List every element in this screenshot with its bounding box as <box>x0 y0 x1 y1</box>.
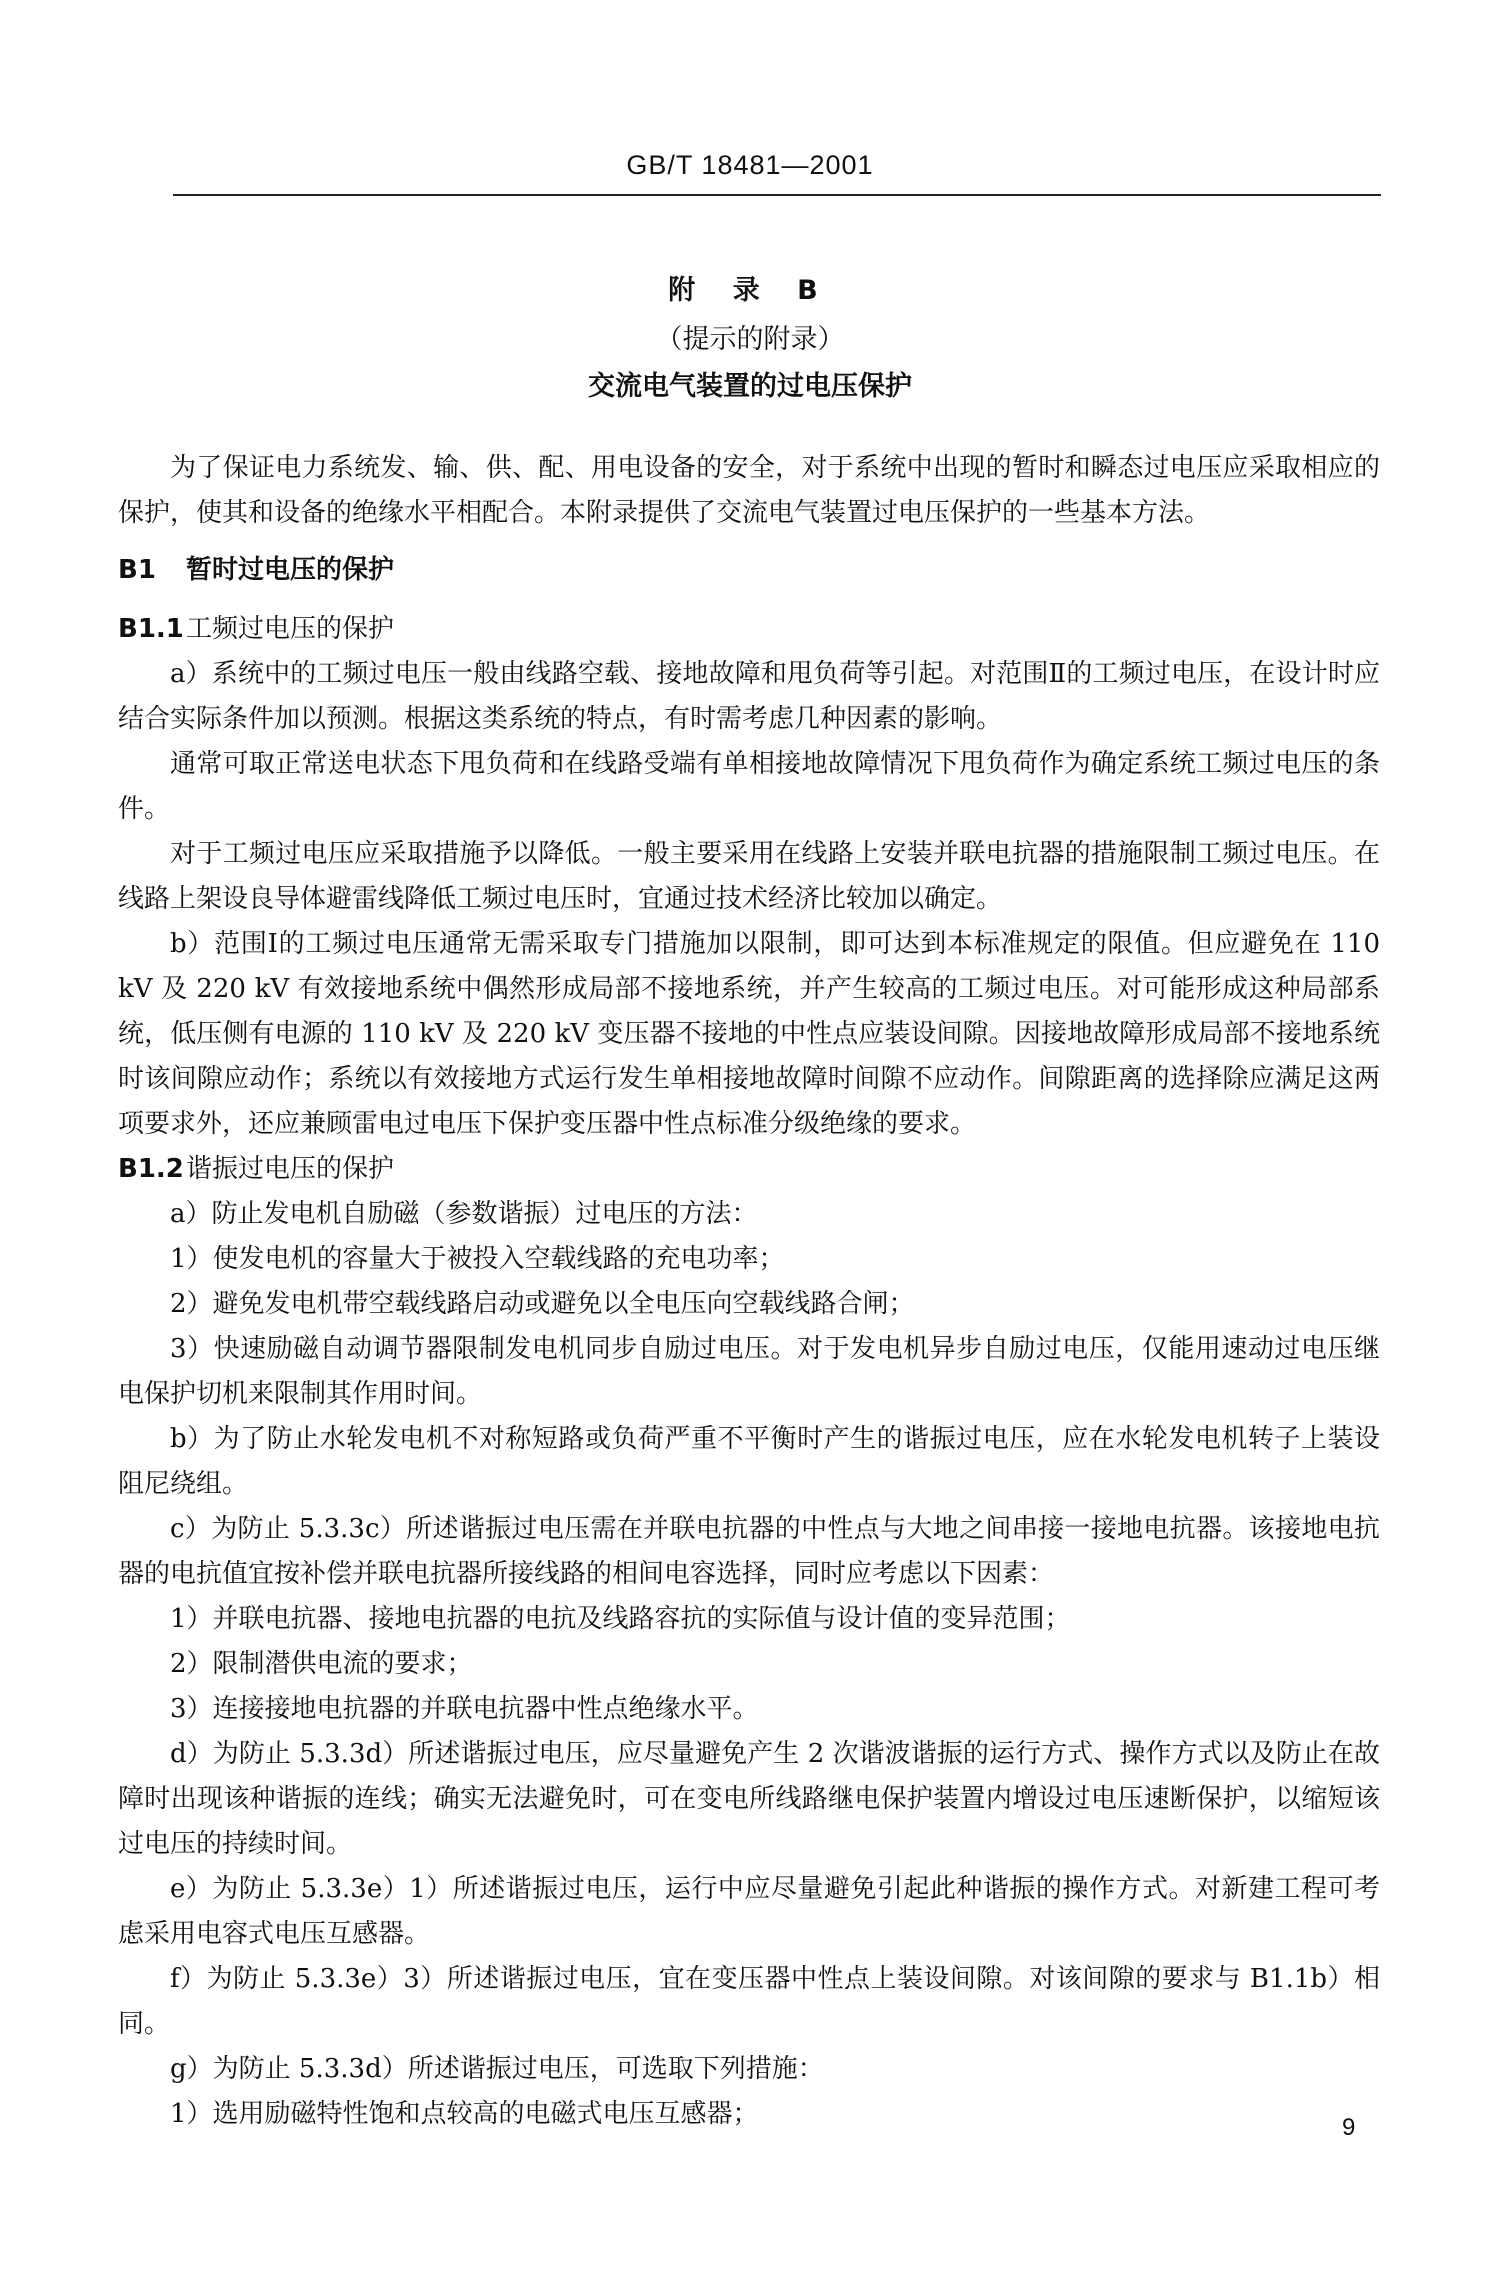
section-number: B1 <box>118 555 156 585</box>
paragraph: 对于工频过电压应采取措施予以降低。一般主要采用在线路上安装并联电抗器的措施限制工频过电压。在线路上架设良导体避雷线降低工频过电压时，宜通过技术经济比较加以确定。 <box>118 839 1380 914</box>
intro-paragraph: 为了保证电力系统发、输、供、配、用电设备的安全，对于系统中出现的暂时和瞬态过电压应采取相应的保护，使其和设备的绝缘水平相配合。本附录提供了交流电气装置过电压保护的一些基本方法。 <box>118 453 1380 528</box>
paragraph: e）为防止 5.3.3e）1）所述谐振过电压，运行中应尽量避免引起此种谐振的操作方式。对新建工程可考虑采用电容式电压互感器。 <box>118 1874 1380 1949</box>
section-b1-heading <box>118 548 1380 593</box>
list-item: 2）避免发电机带空载线路启动或避免以全电压向空载线路合闸； <box>170 1289 915 1319</box>
paragraph: f）为防止 5.3.3e）3）所述谐振过电压，宜在变压器中性点上装设间隙。对该间隙的要求与 B1.1b）相同。 <box>118 1964 1380 2039</box>
paragraph: g）为防止 5.3.3d）所述谐振过电压，可选取下列措施： <box>170 2054 824 2084</box>
appendix-subject: 交流电气装置的过电压保护 <box>588 371 912 402</box>
header-divider <box>173 194 1381 196</box>
list-item: 3）快速励磁自动调节器限制发电机同步自励过电压。对于发电机异步自励过电压，仅能用速动过电压继电保护切机来限制其作用时间。 <box>118 1334 1380 1409</box>
list-item: 3）连接接地电抗器的并联电抗器中性点绝缘水平。 <box>170 1694 759 1724</box>
paragraph: 通常可取正常送电状态下甩负荷和在线路受端有单相接地故障情况下甩负荷作为确定系统工频过电压的条件。 <box>118 749 1380 824</box>
list-item: 1）选用励磁特性饱和点较高的电磁式电压互感器； <box>170 2099 759 2129</box>
paragraph: b）范围Ⅰ的工频过电压通常无需采取专门措施加以限制，即可达到本标准规定的限值。但应避免在 110 kV 及 220 kV 有效接地系统中偶然形成局部不接地系统，并产生较高的工频过电压。对可能形成这种局部系统，低压侧有电源的 110 kV 及 220 kV 变压器不接地的中性点应装设间隙。因接地故障形成局部不接地系统时该间隙应动作；系统以有效接地方式运行发生单相接地故障时间隙不应动作。间隙距离的选择除应满足这两项要求外，还应兼顾雷电过电压下保护变压器中性点标准分级绝缘的要求。 <box>118 929 1380 1139</box>
list-item: 2）限制潜供电流的要求； <box>170 1649 473 1679</box>
appendix-title: 附 录 B <box>668 275 832 306</box>
paragraph: d）为防止 5.3.3d）所述谐振过电压，应尽量避免产生 2 次谐波谐振的运行方式、操作方式以及防止在故障时出现该种谐振的连线；确实无法避免时，可在变电所线路继电保护装置内增设过电压速断保护，以缩短该过电压的持续时间。 <box>118 1739 1380 1859</box>
section-b1-2-heading <box>118 1147 1380 1192</box>
paragraph: a）防止发电机自励磁（参数谐振）过电压的方法： <box>170 1199 758 1229</box>
section-number: B1.2 <box>118 1154 184 1184</box>
paragraph: a）系统中的工频过电压一般由线路空载、接地故障和甩负荷等引起。对范围Ⅱ的工频过电压，在设计时应结合实际条件加以预测。根据这类系统的特点，有时需考虑几种因素的影响。 <box>118 659 1380 734</box>
section-title: 工频过电压的保护 <box>186 614 395 644</box>
section-title: 谐振过电压的保护 <box>186 1154 395 1184</box>
section-title: 暂时过电压的保护 <box>186 555 395 585</box>
document-body <box>118 446 1380 2137</box>
list-item: 1）并联电抗器、接地电抗器的电抗及线路容抗的实际值与设计值的变异范围； <box>170 1604 1071 1634</box>
section-number: B1.1 <box>118 614 184 644</box>
standard-code: GB/T 18481—2001 <box>626 150 874 180</box>
paragraph: c）为防止 5.3.3c）所述谐振过电压需在并联电抗器的中性点与大地之间串接一接地电抗器。该接地电抗器的电抗值宜按补偿并联电抗器所接线路的相间电容选择，同时应考虑以下因素： <box>118 1514 1380 1589</box>
page-number: 9 <box>1342 2114 1356 2141</box>
appendix-note: （提示的附录） <box>655 324 845 355</box>
section-b1-1-heading <box>118 607 1380 652</box>
paragraph: b）为了防止水轮发电机不对称短路或负荷严重不平衡时产生的谐振过电压，应在水轮发电机转子上装设阻尼绕组。 <box>118 1424 1380 1499</box>
list-item: 1）使发电机的容量大于被投入空载线路的充电功率； <box>170 1244 785 1274</box>
